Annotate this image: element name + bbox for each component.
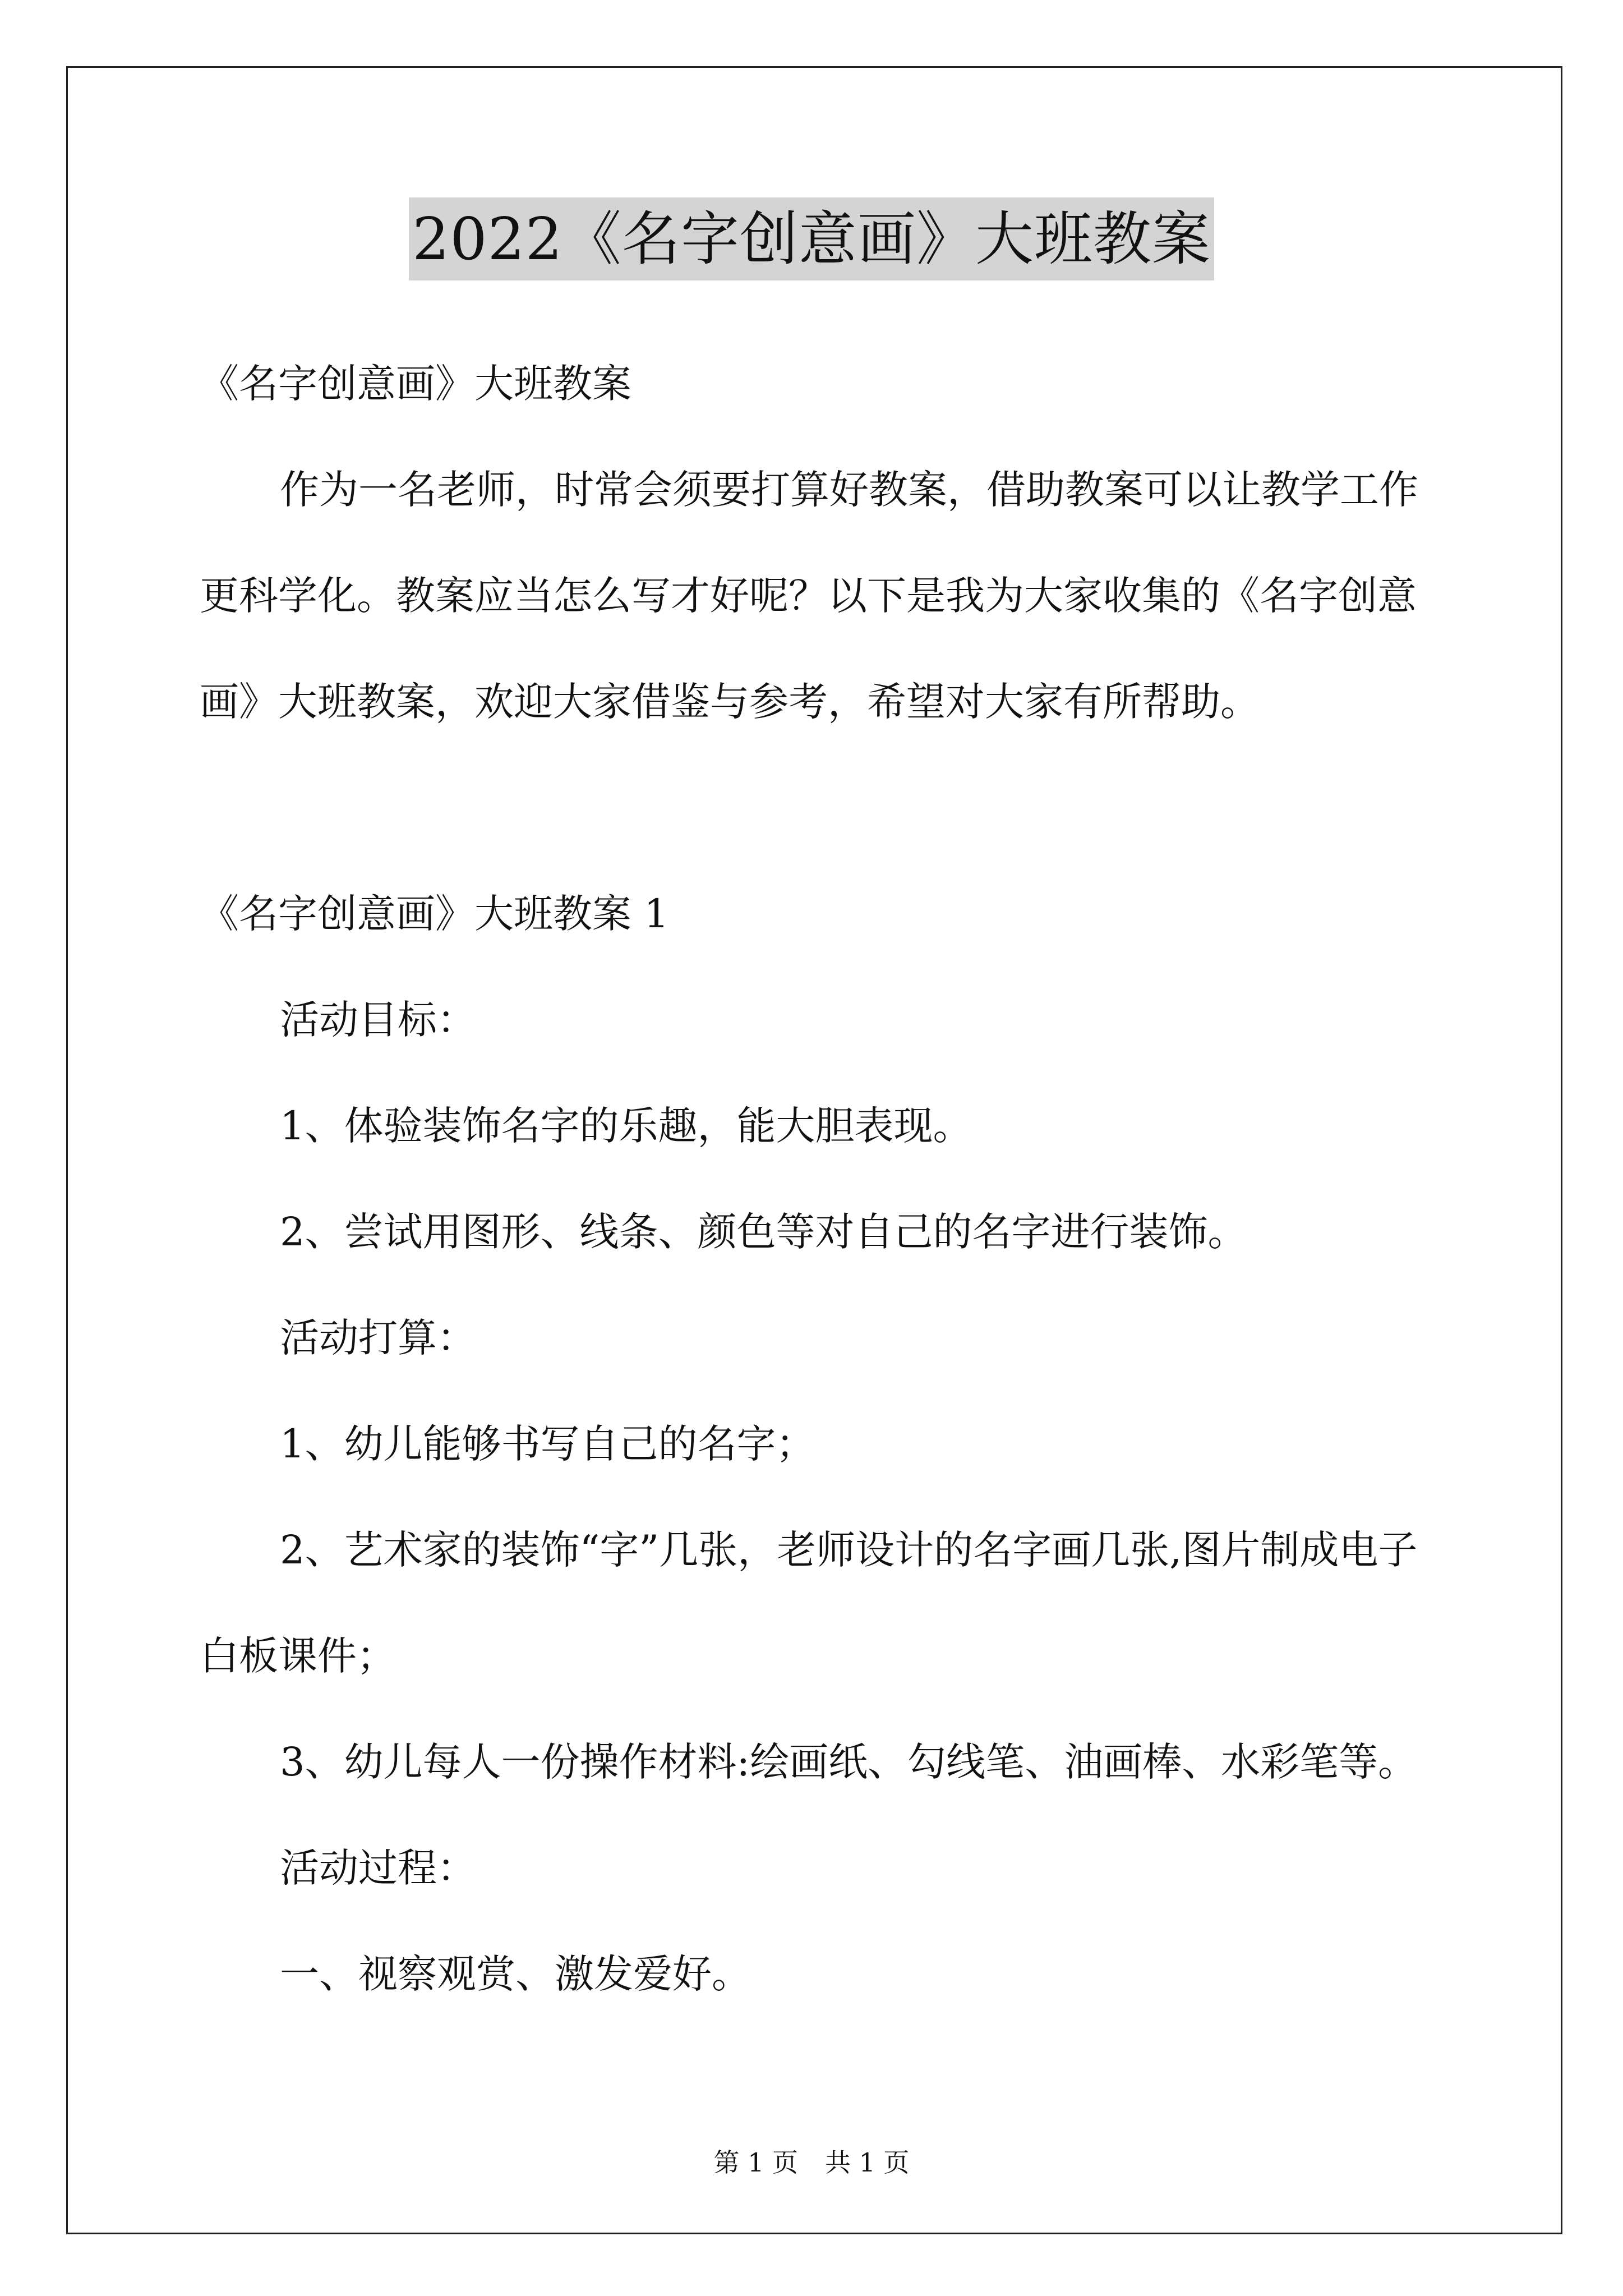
prep-item-2: 2、艺术家的装饰“字”几张，老师设计的名字画几张,图片制成电子白板课件； bbox=[200, 1527, 1418, 1679]
prep-item-1: 1、幼儿能够书写自己的名字； bbox=[280, 1421, 815, 1467]
document-title: 2022《名字创意画》大班教案 bbox=[409, 197, 1214, 280]
title-wrap bbox=[0, 197, 1623, 280]
page-number-current: 第 1 页 bbox=[713, 2147, 798, 2178]
prep-item-3: 3、幼儿每人一份操作材料:绘画纸、勾线笔、油画棒、水彩笔等。 bbox=[280, 1739, 1418, 1785]
section-heading: 《名字创意画》大班教案 1 bbox=[200, 891, 669, 937]
process-item-1: 一、视察观赏、激发爱好。 bbox=[280, 1951, 751, 1997]
page-number-total: 共 1 页 bbox=[825, 2147, 910, 2178]
page-footer bbox=[0, 2146, 1623, 2179]
document-subtitle: 《名字创意画》大班教案 bbox=[200, 361, 631, 407]
document-body bbox=[200, 331, 1433, 2027]
goals-heading: 活动目标： bbox=[280, 997, 476, 1043]
prep-heading: 活动打算： bbox=[280, 1315, 476, 1361]
goal-item-1: 1、体验装饰名字的乐趣，能大胆表现。 bbox=[280, 1103, 972, 1149]
goal-item-2: 2、尝试用图形、线条、颜色等对自己的名字进行装饰。 bbox=[280, 1209, 1247, 1255]
process-heading: 活动过程： bbox=[280, 1845, 476, 1891]
intro-paragraph: 作为一名老师，时常会须要打算好教案，借助教案可以让教学工作更科学化。教案应当怎么写才好呢？以下是我为大家收集的《名字创意画》大班教案，欢迎大家借鉴与参考，希望对大家有所帮助。 bbox=[200, 467, 1418, 725]
